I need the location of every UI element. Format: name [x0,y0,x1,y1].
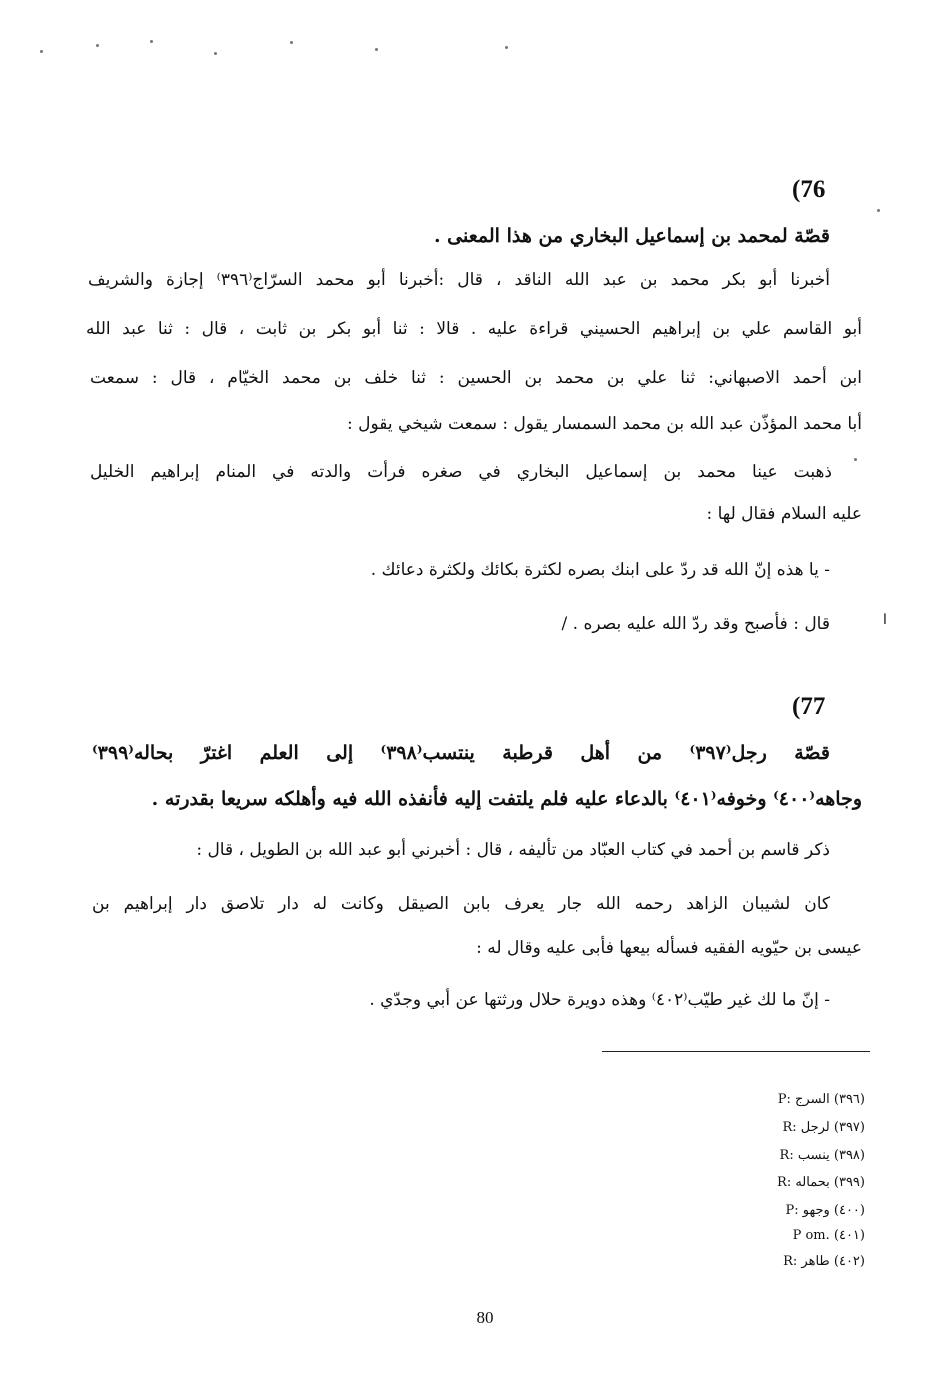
scan-speck [150,40,153,43]
margin-mark: ا [883,612,887,628]
page-number: 80 [476,1308,494,1327]
text-line: أخبرنا أبو بكر محمد بن عبد الله الناقد ، قال :أخبرنا أبو محمد السرّاج⁽٣٩٦⁾ إجازة والشريف [88,270,830,290]
margin-dot [877,209,880,212]
scan-speck [505,46,508,49]
text-line: عليه السلام فقال لها : [706,504,862,524]
footnote: (٤٠٠) وجهو :P [785,1203,865,1218]
scan-speck [214,52,217,55]
section-number: (77 [792,693,826,720]
section-title: قصّة لمحمد بن إسماعيل البخاري من هذا المعنى . [433,225,830,247]
text-line: ذكر قاسم بن أحمد في كتاب العبّاد من تأليفه ، قال : أخبرني أبو عبد الله بن الطويل ، قال : [196,840,830,860]
text-line: أبا محمد المؤذّن عبد الله بن محمد السمسار يقول : سمعت شيخي يقول : [347,414,862,434]
text-line: عيسى بن حيّويه الفقيه فسأله بيعها فأبى عليه وقال له : [476,938,862,958]
footnote: (٤٠١) .P om [792,1228,865,1243]
text-line: ابن أحمد الاصبهاني: ثنا علي بن محمد بن الحسين : ثنا خلف بن محمد الخيّام ، قال : سمعت [90,368,862,388]
text-line: أبو القاسم علي بن إبراهيم الحسيني قراءة عليه . قالا : ثنا أبو بكر بن ثابت ، قال : ثنا عبد الله [86,319,862,339]
text-line: - إنّ ما لك غير طيّب⁽٤٠٢⁾ وهذه دويرة حلال ورثتها عن أبي وجدّي . [369,990,830,1010]
section-number: (76 [792,176,826,203]
text-line: كان لشيبان الزاهد رحمه الله جار يعرف بابن الصيقل وكانت له دار تلاصق دار إبراهيم بن [92,894,830,914]
scan-speck [290,41,293,44]
footnote-divider [602,1051,870,1052]
scan-speck [96,44,99,47]
text-line: ذهبت عينا محمد بن إسماعيل البخاري في صغره فرأت والدته في المنام إبراهيم الخليل [90,462,832,482]
scan-speck [375,48,378,51]
section-title-line: وجاهه⁽٤٠٠⁾ وخوفه⁽٤٠١⁾ بالدعاء عليه فلم يلتفت إليه فأنفذه الله فيه وأهلكه سريعا بقدرته . [151,788,862,810]
section-title-line: قصّة رجل⁽٣٩٧⁾ من أهل قرطبة ينتسب⁽٣٩٨⁾ إلى العلم اغترّ بحاله⁽٣٩٩⁾ [92,742,830,764]
footnote: (٤٠٢) طاهر :R [783,1254,865,1269]
footnote: (٣٩٧) لرجل :R [782,1120,865,1135]
footnote: (٣٩٩) بحماله :R [777,1175,865,1190]
margin-dot [854,458,857,461]
scan-speck [40,50,43,53]
footnote: (٣٩٦) السرج :P [777,1092,865,1107]
text-line: - يا هذه إنّ الله قد ردّ على ابنك بصره لكثرة بكائك ولكثرة دعائك . [370,560,830,580]
footnote: (٣٩٨) ينسب :R [779,1148,865,1163]
text-line: قال : فأصبح وقد ردّ الله عليه بصره . / [561,614,830,634]
